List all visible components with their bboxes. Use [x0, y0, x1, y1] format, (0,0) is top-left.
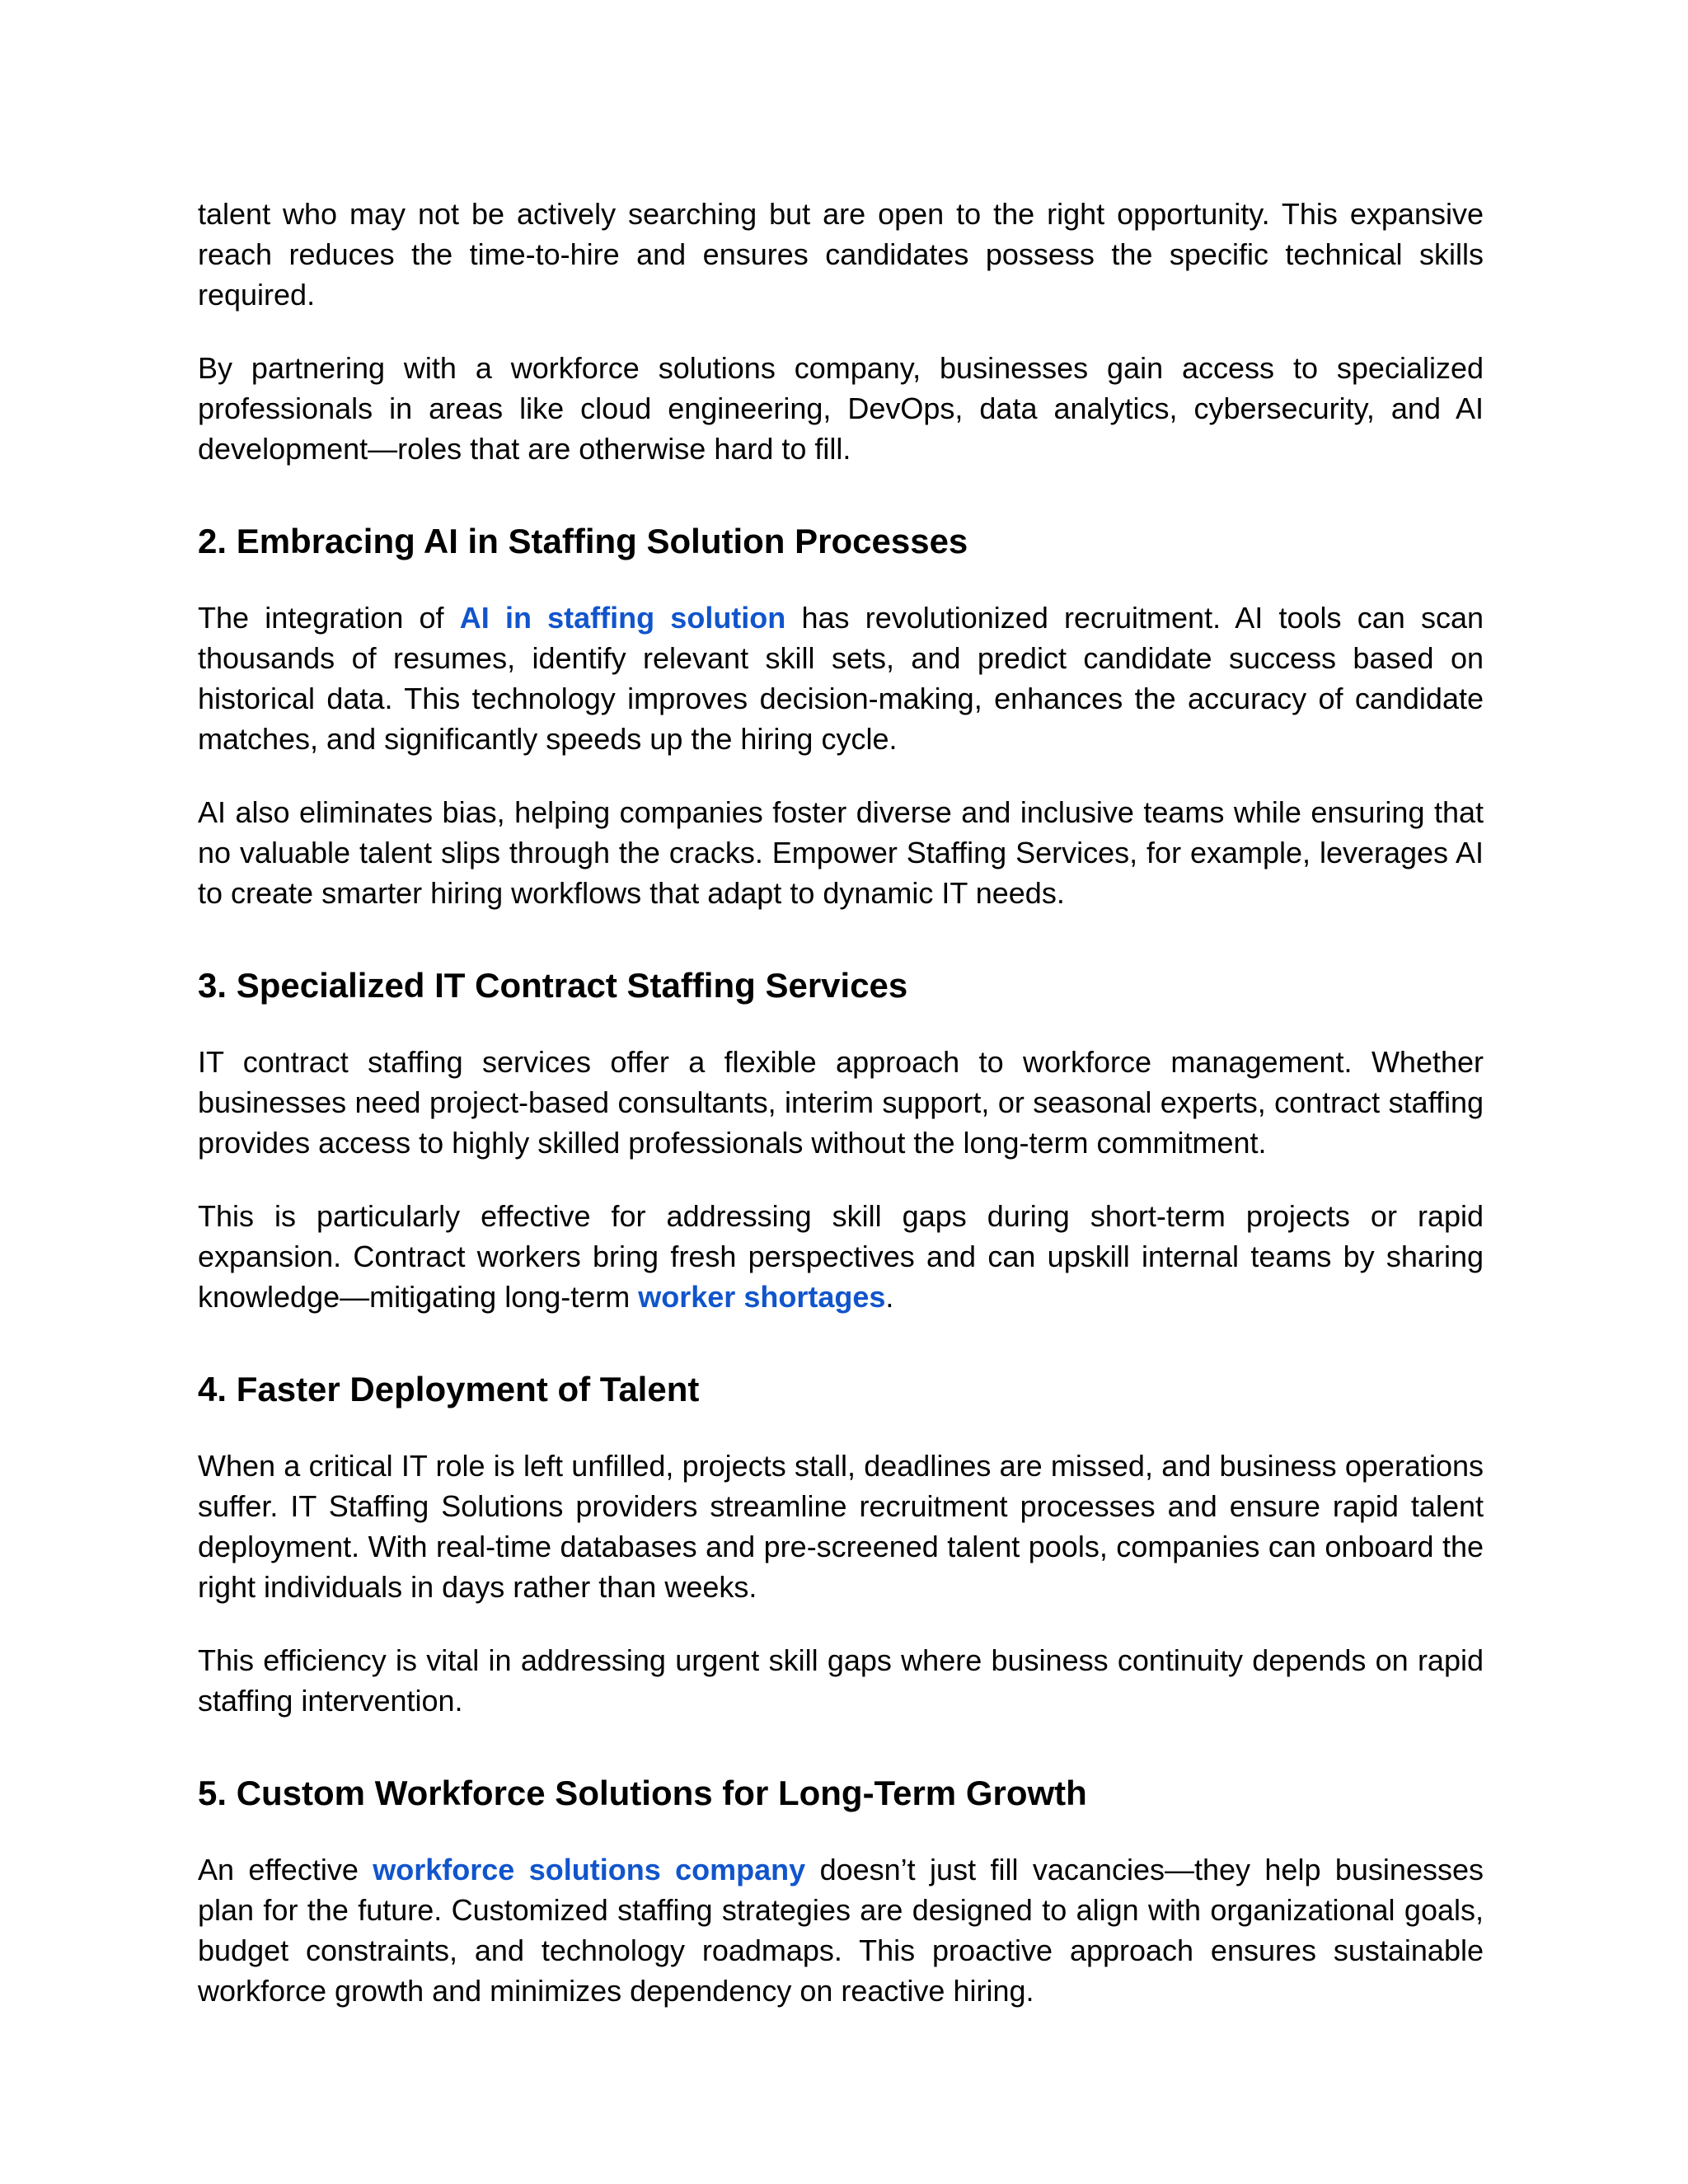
- section-2-text-before-link: The integration of: [198, 601, 460, 635]
- section-3-text-before-link: This is particularly effective for addressing skill gaps during short-term projects or rapid expansion. Contract workers bring fresh perspectives and can upskill internal teams by sharing knowledge—mitigating long-term: [198, 1199, 1484, 1314]
- section-3-text-after-link: .: [885, 1280, 894, 1314]
- section-5-heading: 5. Custom Workforce Solutions for Long-Term Growth: [198, 1774, 1087, 1812]
- section-4-paragraph-1: When a critical IT role is left unfilled, projects stall, deadlines are missed, and business operations suffer. IT Staffing Solutions providers streamline recruitment processes and ensure rapid talent deployment. With real-time databases and pre-screened talent pools, companies can onboard the right individuals in days rather than weeks.: [198, 1449, 1484, 1604]
- ai-in-staffing-solution-link[interactable]: AI in staffing solution: [459, 601, 786, 635]
- document-page: [198, 194, 1484, 2044]
- intro-paragraph-2: By partnering with a workforce solutions company, businesses gain access to specialized professionals in areas like cloud engineering, DevOps, data analytics, cybersecurity, and AI development—roles that are otherwise hard to fill.: [198, 351, 1484, 466]
- intro-paragraph-1: talent who may not be actively searching but are open to the right opportunity. This expansive reach reduces the time-to-hire and ensures candidates possess the specific technical skills required.: [198, 197, 1484, 312]
- workforce-solutions-company-link[interactable]: workforce solutions company: [373, 1853, 806, 1886]
- section-2-paragraph-2: AI also eliminates bias, helping companies foster diverse and inclusive teams while ensuring that no valuable talent slips through the cracks. Empower Staffing Services, for example, leverages AI to create smarter hiring workflows that adapt to dynamic IT needs.: [198, 795, 1484, 910]
- section-3-paragraph-2: [198, 1196, 1484, 1317]
- section-2-paragraph-1: [198, 598, 1484, 759]
- section-3-paragraph-1: IT contract staffing services offer a flexible approach to workforce management. Whether businesses need project-based consultants, interim support, or seasonal experts, contract staffing provides access to highly skilled professionals without the long-term commitment.: [198, 1045, 1484, 1160]
- section-2-text-after-link: has revolutionized recruitment. AI tools can scan thousands of resumes, identify relevant skill sets, and predict candidate success based on historical data. This technology improves decision-making, enhances the accuracy of candidate matches, and significantly speeds up the hiring cycle.: [198, 601, 1484, 756]
- section-3-heading: 3. Specialized IT Contract Staffing Services: [198, 966, 908, 1005]
- section-2-heading: 2. Embracing AI in Staffing Solution Processes: [198, 522, 968, 560]
- section-4-heading: 4. Faster Deployment of Talent: [198, 1370, 700, 1408]
- section-5-paragraph-1: [198, 1849, 1484, 2011]
- section-5-text-before-link: An effective: [198, 1853, 373, 1886]
- section-5-text-after-link: doesn’t just fill vacancies—they help businesses plan for the future. Customized staffing strategies are designed to align with organizational goals, budget constraints, and technology roadmaps. This proactive approach ensures sustainable workforce growth and minimizes dependency on reactive hiring.: [198, 1853, 1484, 2008]
- worker-shortages-link[interactable]: worker shortages: [638, 1280, 886, 1314]
- section-4-paragraph-2: This efficiency is vital in addressing urgent skill gaps where business continuity depends on rapid staffing intervention.: [198, 1643, 1484, 1718]
